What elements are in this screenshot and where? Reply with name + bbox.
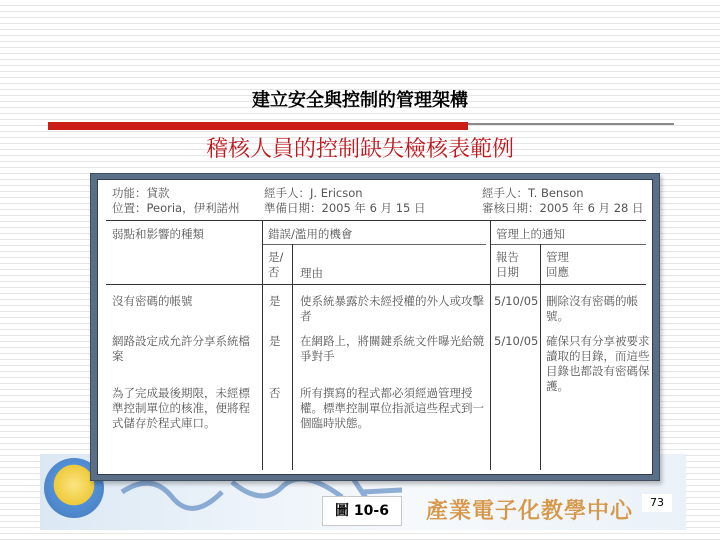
prepared-date: 準備日期：2005 年 6 月 15 日 [264, 201, 426, 215]
row2-yesno: 是 [269, 334, 281, 348]
banner-text: 產業電子化教學中心 [426, 499, 634, 524]
row1-yesno: 是 [269, 294, 281, 308]
col-mgmt-header: 管理上的通知 [496, 227, 565, 241]
review-date: 審核日期：2005 年 6 月 28 日 [482, 201, 644, 215]
col-weakness-header: 弱點和影響的種類 [112, 227, 204, 241]
row1-weakness: 沒有密碼的帳號 [112, 294, 193, 308]
row2-reason: 在網路上，將關鍵系統文件曝光給競爭對手 [300, 334, 484, 363]
title-divider-line [468, 123, 674, 125]
checklist-form [97, 179, 653, 475]
row3-reason: 所有撰寫的程式都必須經過管理授權。標準控制單位指派這些程式到一個臨時狀態。 [300, 386, 484, 430]
error-subheader-line [262, 244, 486, 245]
col-reason-header: 理由 [300, 266, 323, 280]
header-divider [106, 220, 646, 221]
page-number: 73 [642, 494, 672, 512]
divider-error [490, 220, 491, 470]
row3-yesno: 否 [269, 386, 281, 400]
row1-date: 5/10/05 [494, 294, 539, 308]
row1-reason: 使系統暴露於未經授權的外人或攻擊者 [300, 294, 484, 323]
figure-caption: 圖 10-6 [322, 496, 402, 526]
divider-yesno [292, 244, 293, 470]
row3-weakness: 為了完成最後期限，未經標準控制單位的核准，便將程式儲存於程式庫口。 [112, 386, 250, 430]
table-header-divider [106, 284, 646, 285]
function-label: 功能：貸款 [112, 186, 170, 200]
col-report-date-header: 報告日期 [496, 250, 519, 279]
slide-title: 建立安全與控制的管理架構 [252, 90, 468, 111]
reviewed-by: 經手人：T. Benson [482, 186, 584, 200]
row2-response: 確保只有分享被要求讀取的目錄，而這些目錄也都設有密碼保護。 [546, 334, 650, 393]
divider-weakness [262, 220, 263, 470]
slide-subtitle: 稽核人員的控制缺失檢核表範例 [205, 137, 514, 162]
col-error-header: 錯誤/濫用的機會 [268, 227, 353, 241]
col-mgmt-response-header: 管理回應 [546, 250, 569, 279]
location-label: 位置：Peoria，伊利諾州 [112, 201, 240, 215]
row2-date: 5/10/05 [494, 334, 539, 348]
prepared-by: 經手人：J. Ericson [264, 186, 363, 200]
title-divider-red [48, 122, 468, 130]
col-yesno-header: 是/否 [268, 250, 284, 279]
row2-weakness: 網路設定成允許分享系統檔案 [112, 334, 250, 363]
divider-report [540, 244, 541, 470]
row1-response: 刪除沒有密碼的帳號。 [546, 294, 638, 323]
mgmt-subheader-line [490, 244, 646, 245]
figure-frame [90, 173, 660, 481]
